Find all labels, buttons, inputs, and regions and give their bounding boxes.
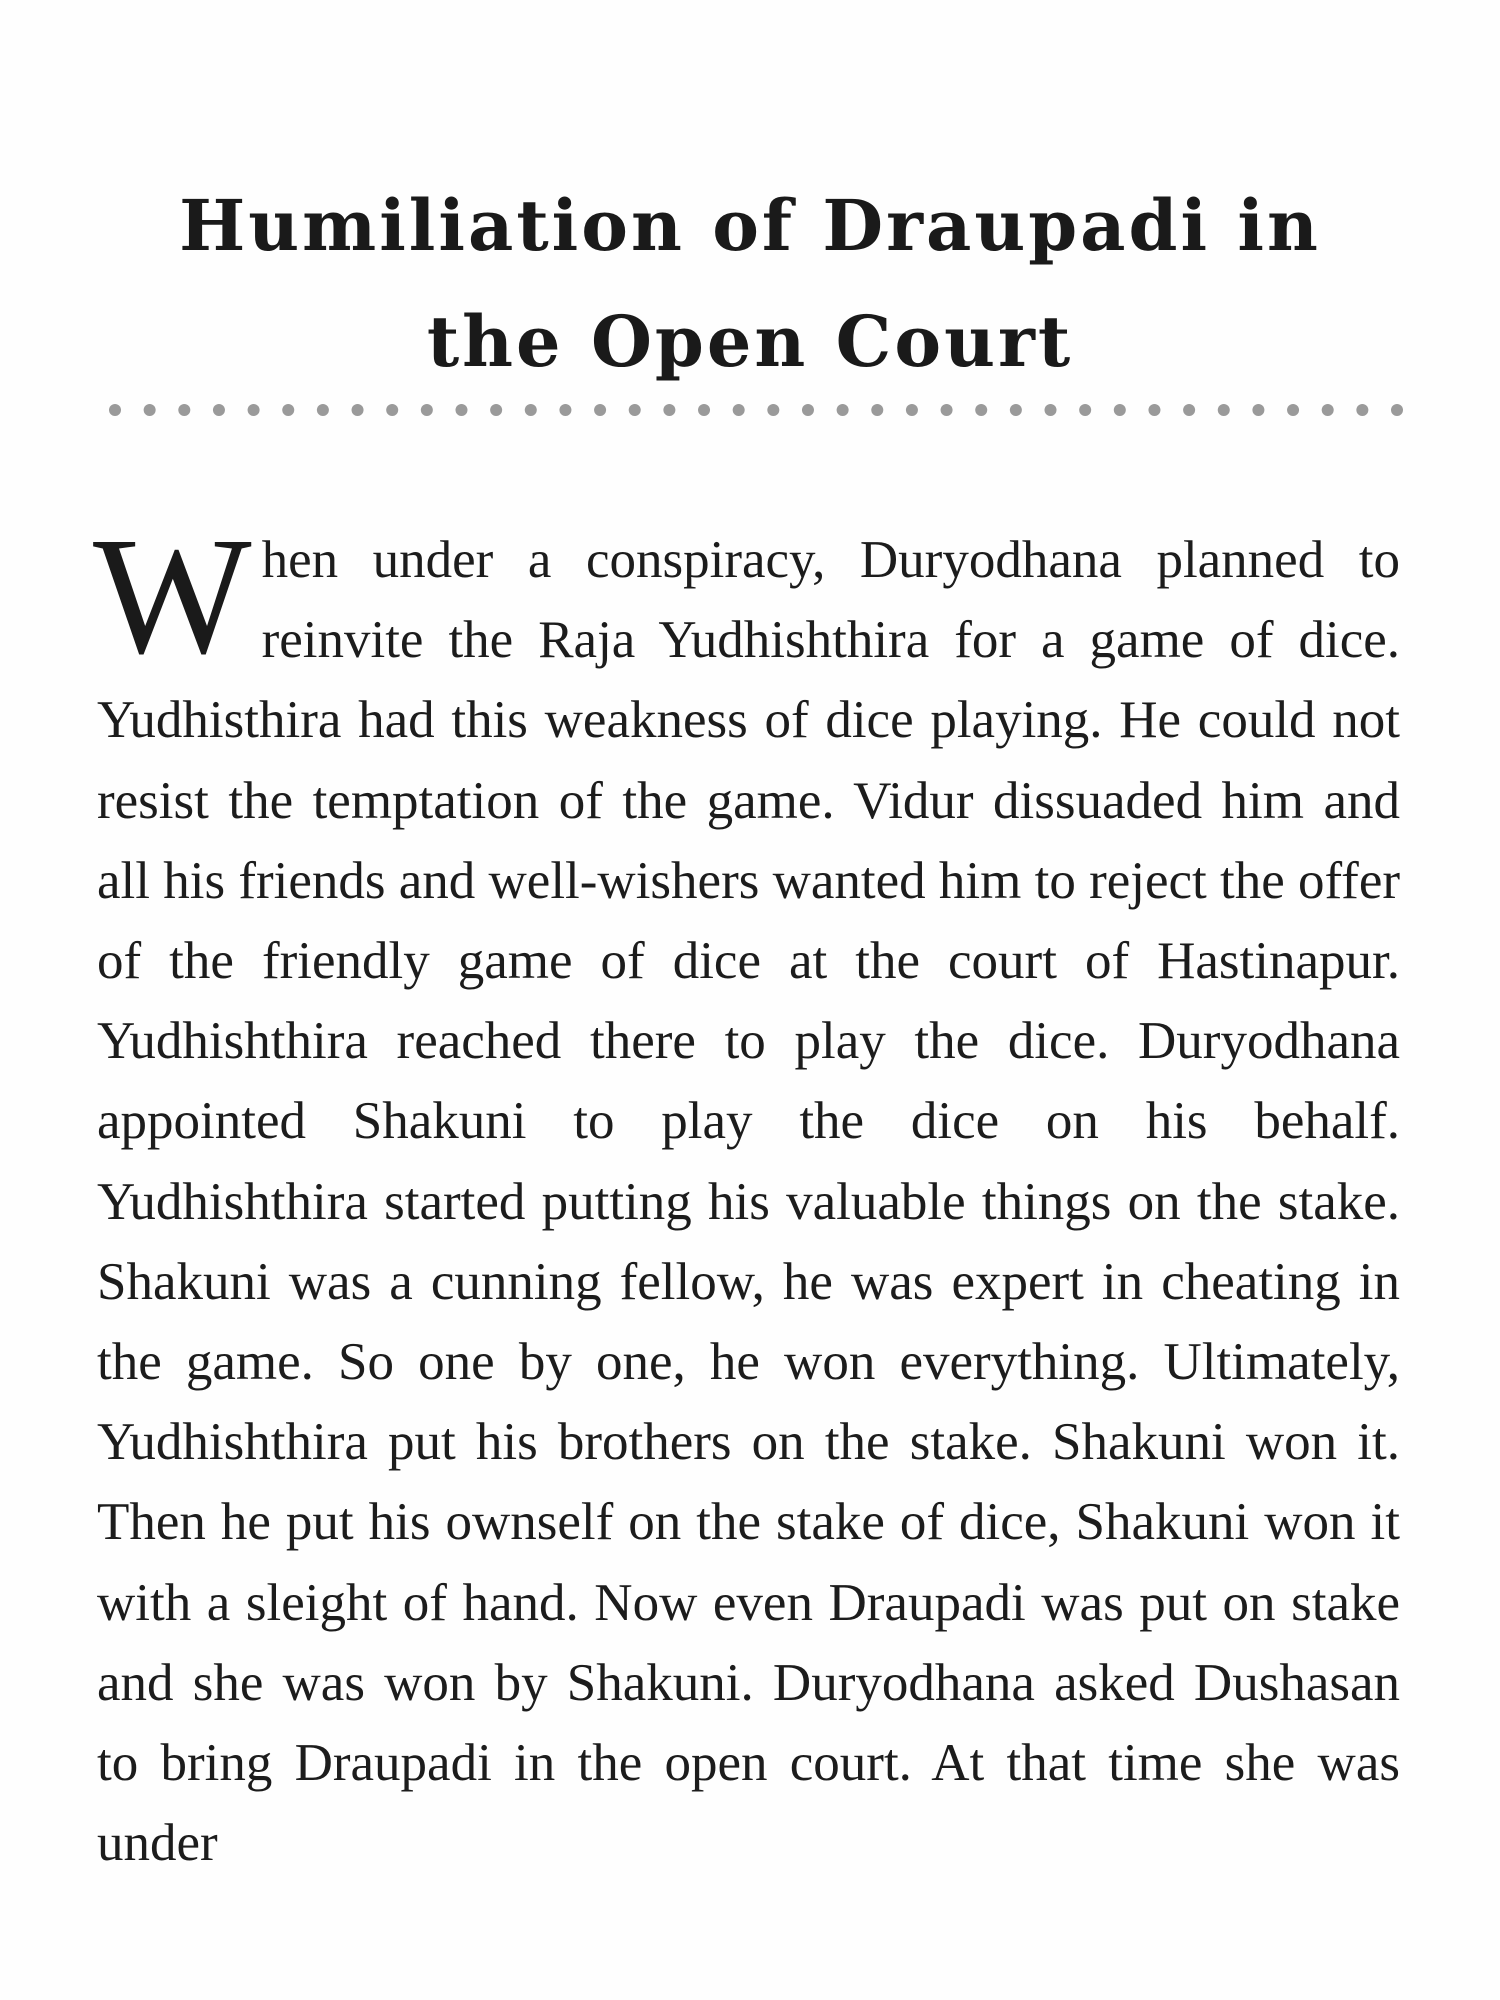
ornament-dot [1287,404,1299,416]
ornament-dot [490,404,502,416]
chapter-body-text: hen under a conspiracy, Duryodhana planned to reinvite the Raja Yudhishthira for a game of dice. Yudhisthira had this weakness of dice playing. He could not resist the temptation of the game. Vidur dissuaded him and all his friends and well-wishers wanted him to reject the offer of the friendly game of dice at the court of Hastinapur. Yudhishthira reached there to play the dice. Duryodhana appointed Shakuni to play the dice on his behalf. Yudhishthira started putting his valuable things on the stake. Shakuni was a cunning fellow, he was expert in cheating in the game. So one by one, he won everything. Ultimately, Yudhishthira put his brothers on the stake. Shakuni won it. Then he put his ownself on the stake of dice, Shakuni won it with a sleight of hand. Now even Draupadi was put on stake and she was won by Shakuni. Duryodhana asked Dushasan to bring Draupadi in the open court. At that time she was under [97,531,1401,1873]
ornament-dot [1114,404,1126,416]
ornament-dot [109,404,121,416]
ornament-dot [421,404,433,416]
ornament-dot [386,404,398,416]
ornament-dot [1356,404,1368,416]
ornament-dot [455,404,467,416]
ornament-dot [213,404,225,416]
ornament-dot [525,404,537,416]
ornament-dot [1045,404,1057,416]
ornament-dot [975,404,987,416]
chapter-body [93,503,1401,1883]
ornament-dot [1148,404,1160,416]
chapter-title-line-1: Humiliation of Draupadi in [179,184,1321,267]
drop-cap: W [93,503,252,689]
ornament-dot [178,404,190,416]
chapter-title-line-2: the Open Court [426,300,1074,383]
ornament-dot [802,404,814,416]
ornament-dot [698,404,710,416]
ornament-dot [663,404,675,416]
ornament-dot [594,404,606,416]
ornament-dot [906,404,918,416]
ornament-dot [1322,404,1334,416]
ornament-dot [559,404,571,416]
ornament-dot [871,404,883,416]
ornament-dot [941,404,953,416]
ornament-dot [1183,404,1195,416]
ornament-dot [352,404,364,416]
ornament-dot [1218,404,1230,416]
ornament-dot [1010,404,1022,416]
ornament-dot [1391,404,1403,416]
ornament-dot [767,404,779,416]
ornament-dot [837,404,849,416]
ornament-dot [317,404,329,416]
ornament-dot [1252,404,1264,416]
dotted-rule-icon [108,400,1404,420]
ornament-dot [629,404,641,416]
ornament-dot [248,404,260,416]
ornament-dot [733,404,745,416]
ornament-dot [282,404,294,416]
chapter-title [100,168,1400,400]
ornament-dot [144,404,156,416]
ornament-dot [1079,404,1091,416]
